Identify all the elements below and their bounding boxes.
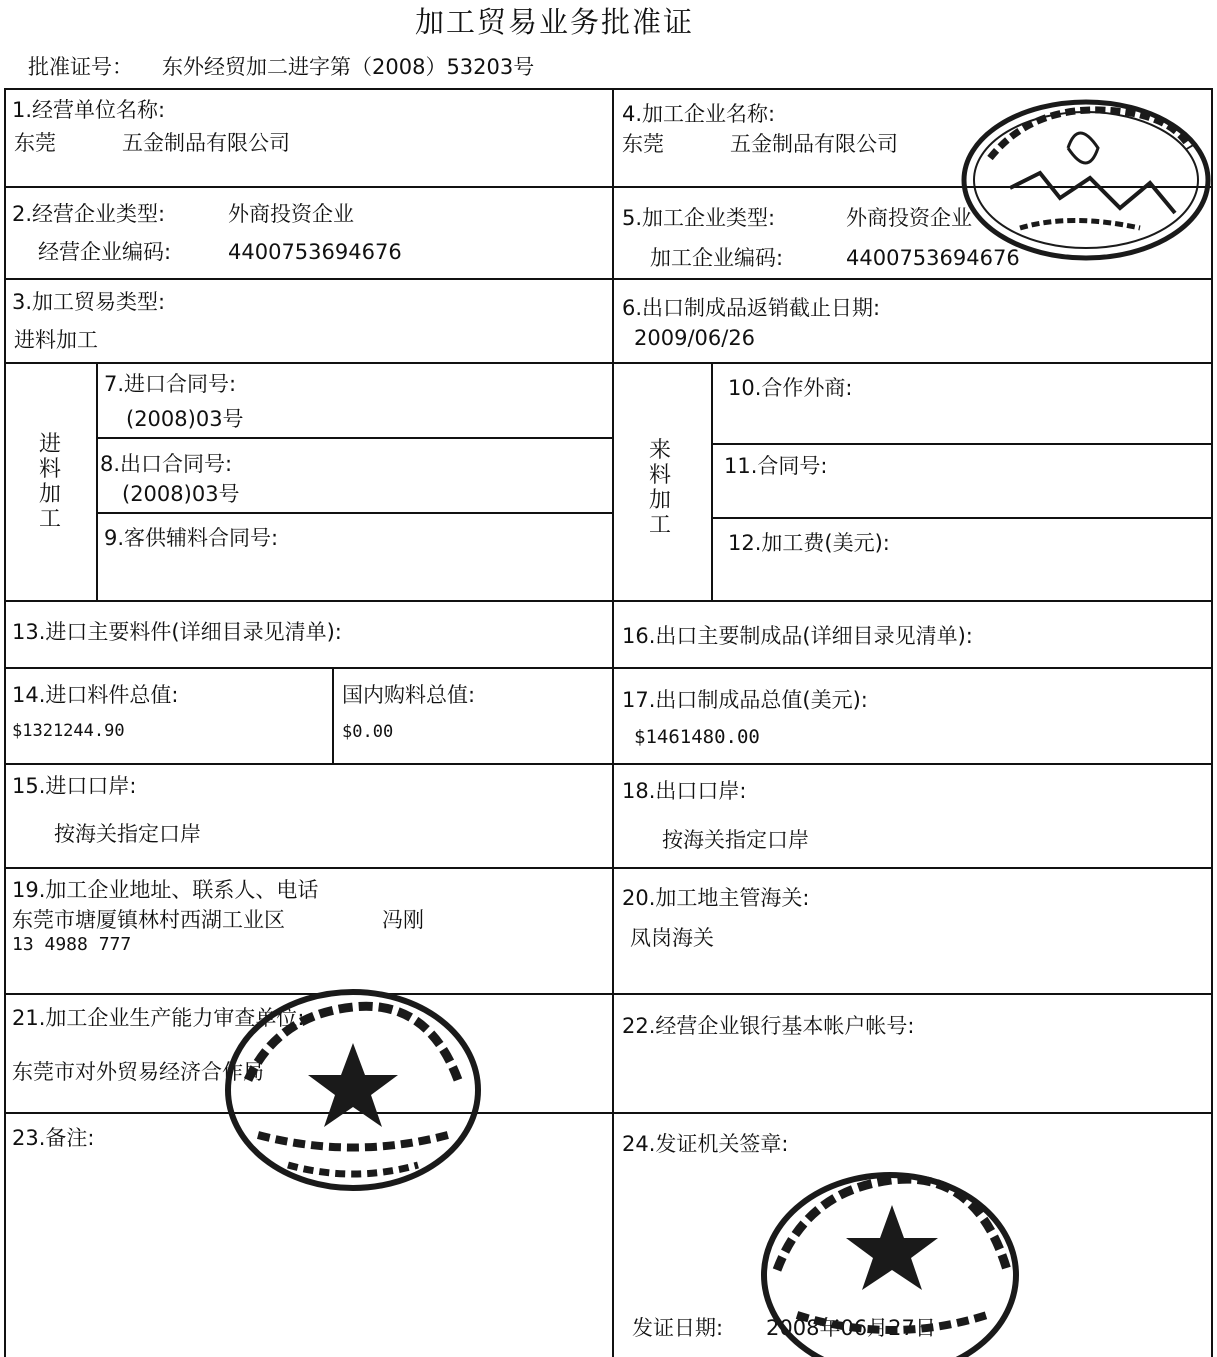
field-5-code: 4400753694676 <box>846 246 1020 270</box>
field-17-value: $1461480.00 <box>634 726 760 748</box>
field-21-label: 21.加工企业生产能力审查单位: <box>12 1006 305 1030</box>
field-5-type: 外商投资企业 <box>846 206 972 230</box>
field-17-label: 17.出口制成品总值(美元): <box>622 688 868 712</box>
field-20-value: 凤岗海关 <box>630 926 714 950</box>
field-15-value: 按海关指定口岸 <box>54 822 201 846</box>
field-18-value: 按海关指定口岸 <box>662 828 809 852</box>
field-18-label: 18.出口口岸: <box>622 779 747 803</box>
field-14-label: 14.进口料件总值: <box>12 683 179 707</box>
field-4-label: 4.加工企业名称: <box>622 102 776 126</box>
field-3-label: 3.加工贸易类型: <box>12 290 166 314</box>
field-2-type: 外商投资企业 <box>228 202 354 226</box>
field-14-value: $1321244.90 <box>12 721 125 741</box>
field-1-label: 1.经营单位名称: <box>12 98 166 122</box>
field-7-value: (2008)03号 <box>126 407 244 431</box>
field-1-value-b: 五金制品有限公司 <box>122 131 290 155</box>
field-7-label: 7.进口合同号: <box>104 372 237 396</box>
jinliao-label: 进料加工 <box>38 432 61 532</box>
permit-number-label: 批准证号： <box>28 55 133 79</box>
seal-top-right-stamp <box>950 88 1212 268</box>
field-3-value: 进料加工 <box>14 328 98 352</box>
field-2-code: 4400753694676 <box>228 240 402 264</box>
domestic-purchase-value: $0.00 <box>342 722 394 742</box>
field-2-label: 2.经营企业类型: <box>12 202 166 226</box>
field-19-contact: 冯刚 <box>382 908 424 932</box>
issue-date-label: 发证日期: <box>632 1316 724 1340</box>
field-6-label: 6.出口制成品返销截止日期: <box>622 296 881 320</box>
field-11-label: 11.合同号: <box>724 454 828 478</box>
field-4-value-a: 东莞 <box>622 132 664 156</box>
issue-date: 2008年06月27日 <box>766 1316 936 1340</box>
field-6-value: 2009/06/26 <box>634 326 756 350</box>
field-2-code-label: 经营企业编码: <box>38 240 172 264</box>
field-1-value-a: 东莞 <box>14 131 56 155</box>
field-12-label: 12.加工费(美元): <box>728 531 890 555</box>
permit-number: 东外经贸加二进字第（2008）53203号 <box>162 55 535 79</box>
field-8-label: 8.出口合同号: <box>100 452 233 476</box>
field-19-address: 东莞市塘厦镇林村西湖工业区 <box>12 908 285 932</box>
document-title: 加工贸易业务批准证 <box>415 5 695 39</box>
field-16-label: 16.出口主要制成品(详细目录见清单): <box>622 624 973 648</box>
field-15-label: 15.进口口岸: <box>12 774 137 798</box>
field-8-value: (2008)03号 <box>122 482 240 506</box>
field-13-label: 13.进口主要料件(详细目录见清单): <box>12 620 342 644</box>
field-9-label: 9.客供辅料合同号: <box>104 526 279 550</box>
field-19-phone: 13 4988 777 <box>12 934 132 955</box>
field-23-label: 23.备注: <box>12 1126 95 1150</box>
field-4-value-b: 五金制品有限公司 <box>730 132 898 156</box>
field-22-label: 22.经营企业银行基本帐户帐号: <box>622 1014 915 1038</box>
seal-middle-stamp <box>218 985 488 1200</box>
field-19-label: 19.加工企业地址、联系人、电话 <box>12 878 319 902</box>
field-10-label: 10.合作外商: <box>728 376 853 400</box>
field-5-label: 5.加工企业类型: <box>622 206 776 230</box>
domestic-purchase-label: 国内购料总值: <box>342 683 476 707</box>
field-24-label: 24.发证机关签章: <box>622 1132 789 1156</box>
field-5-code-label: 加工企业编码: <box>650 246 784 270</box>
seal-bottom-stamp <box>752 1160 1032 1357</box>
lailiao-label: 来料加工 <box>648 438 671 538</box>
field-20-label: 20.加工地主管海关: <box>622 886 810 910</box>
field-21-value: 东莞市对外贸易经济合作局 <box>12 1060 264 1084</box>
